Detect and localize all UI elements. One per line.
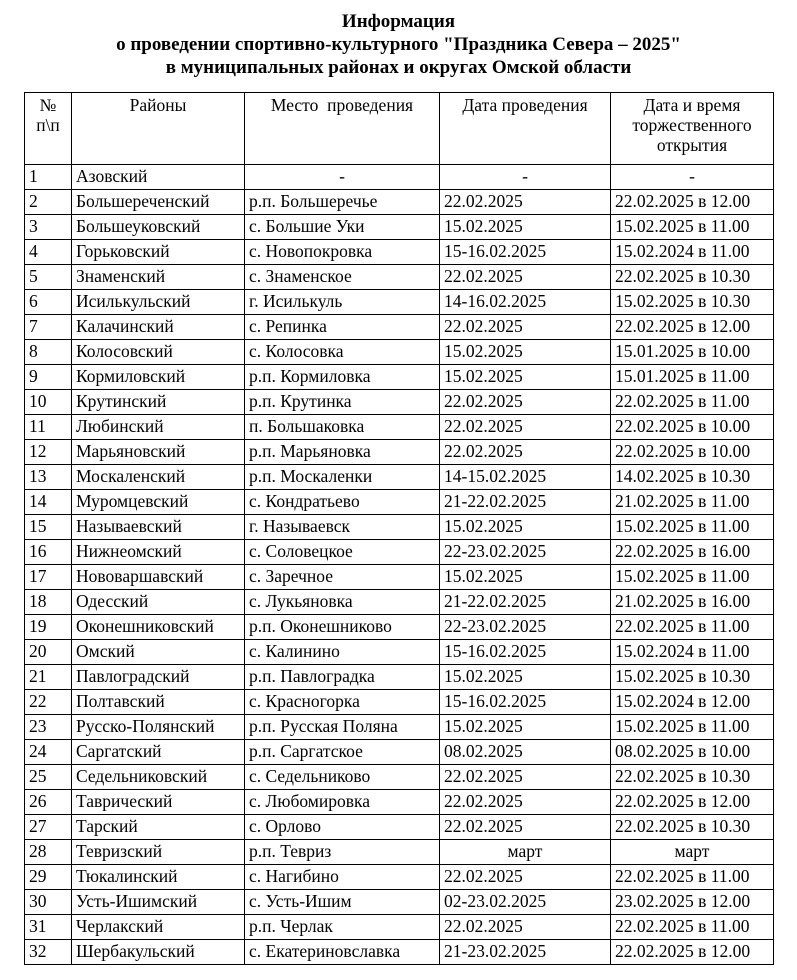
cell-place: с. Заречное [245,565,440,590]
cell-place: п. Большаковка [245,415,440,440]
cell-date: 22.02.2025 [440,190,611,215]
cell-district: Калачинский [72,315,245,340]
cell-number: 25 [25,765,72,790]
cell-place: р.п. Большеречье [245,190,440,215]
table-row [25,240,774,265]
cell-number: 6 [25,290,72,315]
cell-place: р.п. Кормиловка [245,365,440,390]
cell-place: р.п. Черлак [245,915,440,940]
cell-opening: 22.02.2025 в 10.30 [611,265,774,290]
cell-district: Полтавский [72,690,245,715]
cell-place: р.п. Крутинка [245,390,440,415]
cell-number: 30 [25,890,72,915]
cell-district: Кормиловский [72,365,245,390]
cell-date: 15.02.2025 [440,340,611,365]
title-line-3: в муниципальных районах и округах Омской области [165,57,632,78]
cell-place: р.п. Тевриз [245,840,440,865]
cell-district: Знаменский [72,265,245,290]
cell-date: 22.02.2025 [440,765,611,790]
cell-opening: - [611,165,774,190]
cell-number: 7 [25,315,72,340]
cell-place: - [245,165,440,190]
cell-date: 22.02.2025 [440,415,611,440]
cell-date: 15.02.2025 [440,365,611,390]
header-date: Дата проведения [440,93,611,165]
table-row [25,790,774,815]
cell-number: 31 [25,915,72,940]
table-row [25,340,774,365]
cell-opening: 22.02.2025 в 11.00 [611,615,774,640]
table-row [25,715,774,740]
cell-number: 11 [25,415,72,440]
table-header-row [25,93,774,165]
table-row [25,465,774,490]
cell-place: г. Называевск [245,515,440,540]
cell-number: 32 [25,940,72,965]
cell-number: 17 [25,565,72,590]
cell-place: с. Большие Уки [245,215,440,240]
cell-date: 22.02.2025 [440,315,611,340]
cell-date: 08.02.2025 [440,740,611,765]
cell-opening: 22.02.2025 в 10.00 [611,440,774,465]
cell-date: 21-23.02.2025 [440,940,611,965]
table-row [25,190,774,215]
cell-number: 22 [25,690,72,715]
header-opening: Дата и время торжественного открытия [611,93,774,165]
cell-place: с. Седельниково [245,765,440,790]
table-row [25,390,774,415]
table-row [25,440,774,465]
cell-place: с. Репинка [245,315,440,340]
cell-opening: 23.02.2025 в 12.00 [611,890,774,915]
table-row [25,840,774,865]
cell-place: с. Нагибино [245,865,440,890]
cell-opening: 22.02.2025 в 12.00 [611,940,774,965]
cell-number: 16 [25,540,72,565]
cell-district: Азовский [72,165,245,190]
cell-district: Москаленский [72,465,245,490]
cell-district: Большереченский [72,190,245,215]
cell-number: 4 [25,240,72,265]
cell-opening: 15.02.2025 в 10.30 [611,665,774,690]
cell-number: 20 [25,640,72,665]
table-row [25,315,774,340]
title-line-2: о проведении спортивно-культурного "Праздника Севера – 2025" [116,34,681,55]
cell-opening: 15.02.2025 в 10.30 [611,290,774,315]
table-row [25,265,774,290]
cell-number: 12 [25,440,72,465]
cell-date: 15-16.02.2025 [440,690,611,715]
cell-district: Таврический [72,790,245,815]
cell-district: Большеуковский [72,215,245,240]
cell-opening: 15.02.2025 в 11.00 [611,715,774,740]
cell-date: 15-16.02.2025 [440,640,611,665]
table-row [25,540,774,565]
table-body [25,165,774,965]
table-row [25,940,774,965]
cell-opening: 08.02.2025 в 10.00 [611,740,774,765]
table-row [25,415,774,440]
cell-number: 3 [25,215,72,240]
cell-number: 18 [25,590,72,615]
cell-district: Усть-Ишимский [72,890,245,915]
header-district: Районы [72,93,245,165]
cell-date: 21-22.02.2025 [440,490,611,515]
cell-date: - [440,165,611,190]
cell-opening: 22.02.2025 в 12.00 [611,790,774,815]
cell-number: 28 [25,840,72,865]
cell-number: 8 [25,340,72,365]
table-row [25,865,774,890]
cell-opening: 15.01.2025 в 10.00 [611,340,774,365]
cell-opening: 22.02.2025 в 11.00 [611,390,774,415]
table-row [25,890,774,915]
cell-opening: 15.02.2025 в 11.00 [611,515,774,540]
table-row [25,765,774,790]
cell-place: с. Красногорка [245,690,440,715]
cell-place: р.п. Русская Поляна [245,715,440,740]
table-row [25,215,774,240]
cell-place: с. Лукьяновка [245,590,440,615]
cell-place: с. Соловецкое [245,540,440,565]
cell-date: 22-23.02.2025 [440,540,611,565]
table-row [25,690,774,715]
cell-date: 22-23.02.2025 [440,615,611,640]
cell-place: с. Любомировка [245,790,440,815]
cell-place: г. Исилькуль [245,290,440,315]
cell-district: Исилькульский [72,290,245,315]
cell-number: 19 [25,615,72,640]
cell-place: с. Калинино [245,640,440,665]
table-row [25,915,774,940]
cell-district: Крутинский [72,390,245,415]
cell-place: с. Усть-Ишим [245,890,440,915]
cell-date: 22.02.2025 [440,865,611,890]
cell-number: 9 [25,365,72,390]
cell-place: р.п. Оконешниково [245,615,440,640]
cell-place: р.п. Москаленки [245,465,440,490]
cell-place: с. Знаменское [245,265,440,290]
cell-date: 14-16.02.2025 [440,290,611,315]
cell-district: Омский [72,640,245,665]
cell-date: 22.02.2025 [440,440,611,465]
cell-place: с. Кондратьево [245,490,440,515]
cell-district: Шербакульский [72,940,245,965]
table-row [25,515,774,540]
cell-opening: 15.02.2024 в 12.00 [611,690,774,715]
document-title [0,10,797,79]
table-row [25,665,774,690]
cell-date: март [440,840,611,865]
cell-number: 26 [25,790,72,815]
cell-number: 14 [25,490,72,515]
cell-district: Русско-Полянский [72,715,245,740]
cell-opening: 15.02.2024 в 11.00 [611,240,774,265]
cell-number: 10 [25,390,72,415]
cell-opening: 14.02.2025 в 10.30 [611,465,774,490]
cell-district: Одесский [72,590,245,615]
cell-place: р.п. Павлоградка [245,665,440,690]
cell-opening: 15.02.2025 в 11.00 [611,565,774,590]
cell-opening: 22.02.2025 в 10.30 [611,765,774,790]
cell-date: 22.02.2025 [440,915,611,940]
cell-date: 22.02.2025 [440,390,611,415]
cell-district: Седельниковский [72,765,245,790]
table-row [25,815,774,840]
cell-district: Оконешниковский [72,615,245,640]
table-row [25,290,774,315]
table-row [25,165,774,190]
cell-opening: 22.02.2025 в 12.00 [611,315,774,340]
cell-opening: 22.02.2025 в 11.00 [611,915,774,940]
cell-district: Саргатский [72,740,245,765]
cell-district: Нижнеомский [72,540,245,565]
cell-date: 22.02.2025 [440,790,611,815]
cell-date: 22.02.2025 [440,265,611,290]
cell-place: с. Новопокровка [245,240,440,265]
cell-number: 24 [25,740,72,765]
table-row [25,640,774,665]
cell-number: 29 [25,865,72,890]
header-place: Место проведения [245,93,440,165]
cell-opening: март [611,840,774,865]
table-row [25,740,774,765]
cell-district: Нововаршавский [72,565,245,590]
cell-number: 27 [25,815,72,840]
cell-opening: 22.02.2025 в 10.00 [611,415,774,440]
cell-district: Муромцевский [72,490,245,515]
cell-date: 15.02.2025 [440,215,611,240]
cell-date: 22.02.2025 [440,815,611,840]
cell-opening: 22.02.2025 в 12.00 [611,190,774,215]
cell-date: 21-22.02.2025 [440,590,611,615]
cell-opening: 15.02.2025 в 11.00 [611,215,774,240]
cell-number: 23 [25,715,72,740]
cell-district: Марьяновский [72,440,245,465]
events-table [24,92,774,965]
cell-number: 5 [25,265,72,290]
cell-district: Любинский [72,415,245,440]
header-number: № п\п [25,93,72,165]
cell-district: Называевский [72,515,245,540]
cell-place: с. Орлово [245,815,440,840]
cell-opening: 22.02.2025 в 16.00 [611,540,774,565]
cell-district: Тюкалинский [72,865,245,890]
table-row [25,365,774,390]
cell-date: 15.02.2025 [440,665,611,690]
cell-place: р.п. Саргатское [245,740,440,765]
cell-district: Горьковский [72,240,245,265]
cell-place: р.п. Марьяновка [245,440,440,465]
cell-opening: 15.02.2024 в 11.00 [611,640,774,665]
table-row [25,565,774,590]
cell-district: Тевризский [72,840,245,865]
cell-opening: 22.02.2025 в 10.30 [611,815,774,840]
cell-place: с. Екатериновславка [245,940,440,965]
cell-place: с. Колосовка [245,340,440,365]
cell-date: 15.02.2025 [440,715,611,740]
cell-date: 15-16.02.2025 [440,240,611,265]
cell-date: 15.02.2025 [440,515,611,540]
table-row [25,490,774,515]
cell-number: 15 [25,515,72,540]
table-row [25,615,774,640]
cell-date: 15.02.2025 [440,565,611,590]
title-line-1: Информация [341,11,456,32]
cell-date: 14-15.02.2025 [440,465,611,490]
cell-number: 2 [25,190,72,215]
cell-district: Черлакский [72,915,245,940]
cell-number: 1 [25,165,72,190]
cell-opening: 21.02.2025 в 16.00 [611,590,774,615]
cell-number: 21 [25,665,72,690]
cell-opening: 22.02.2025 в 11.00 [611,865,774,890]
cell-opening: 21.02.2025 в 11.00 [611,490,774,515]
table-row [25,590,774,615]
cell-district: Колосовский [72,340,245,365]
cell-number: 13 [25,465,72,490]
cell-opening: 15.01.2025 в 11.00 [611,365,774,390]
cell-district: Тарский [72,815,245,840]
cell-district: Павлоградский [72,665,245,690]
cell-date: 02-23.02.2025 [440,890,611,915]
